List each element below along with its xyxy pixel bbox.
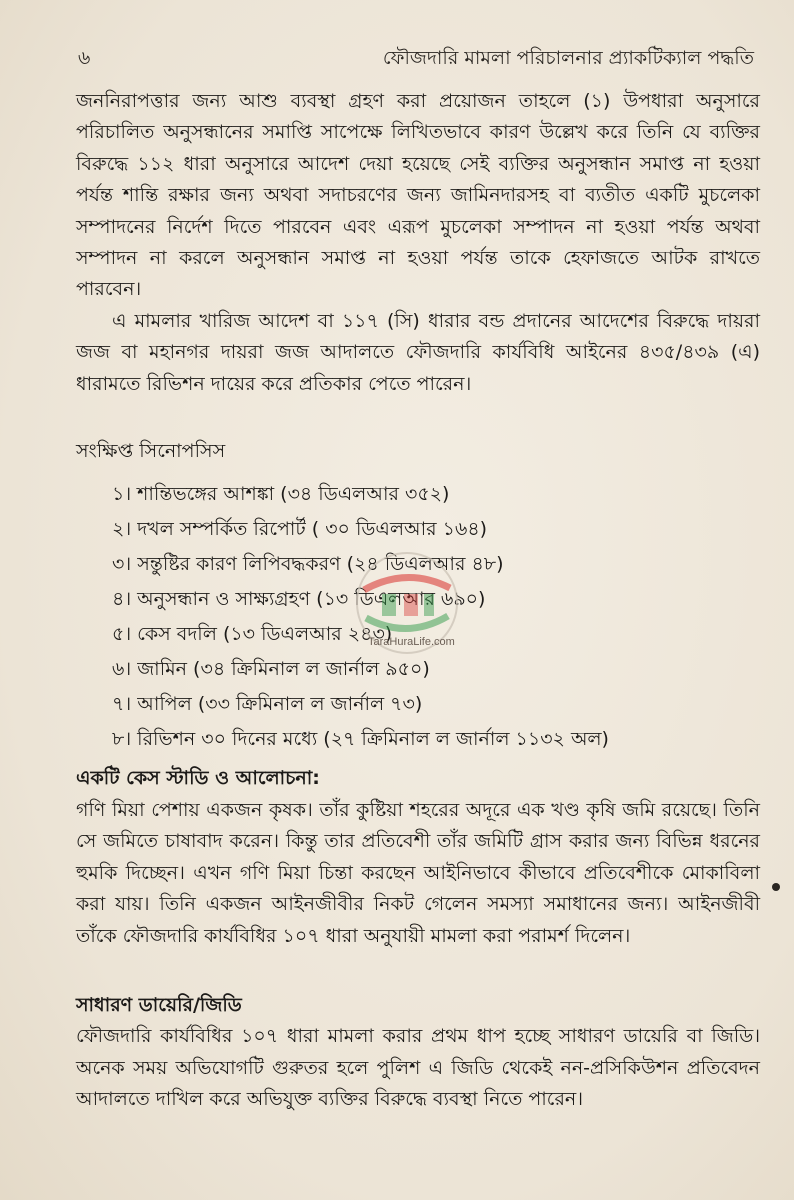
gd-text: ফৌজদারি কার্যবিধির ১০৭ ধারা মামলা করার প্রথম ধাপ হচ্ছে সাধারণ ডায়েরি বা জিডি। অনেক সময় অভিযোগটি গুরুতর হলে পুলিশ এ জিডি থেকেই নন-প্রসিকিউশন প্রতিবেদন আদালতে দাখিল করে অভিযুক্ত ব্যক্তির বিরুদ্ধে ব্যবস্থা নিতে পারেন।	[76, 1025, 760, 1111]
watermark-site: TaraHuraLife.com	[368, 636, 455, 648]
synopsis-item: ৬। জামিন (৩৪ ক্রিমিনাল ল জার্নাল ৯৫০)	[112, 658, 430, 681]
synopsis-item: ৪। অনুসন্ধান ও সাক্ষ্যগ্রহণ (১৩ ডিএলআর ৬৯০)	[112, 588, 486, 611]
case-study-text: গণি মিয়া পেশায় একজন কৃষক। তাঁর কুষ্টিয়া শহরের অদূরে এক খণ্ড কৃষি জমি রয়েছে। তিনি সে জমিতে চাষাবাদ করেন। কিন্তু তার প্রতিবেশী তাঁর জমিটি গ্রাস করার জন্য বিভিন্ন ধরনের হুমকি দিচ্ছেন। এখন গণি মিয়া চিন্তা করছেন আইনিভাবে কীভাবে প্রতিবেশীকে মোকাবিলা করা যায়। তিনি একজন আইনজীবীর নিকট গেলেন সমস্যা সমাধানের জন্য। আইনজীবী তাঁকে ফৌজদারি কার্যবিধির ১০৭ ধারা অনুযায়ী মামলা করা পরামর্শ দিলেন।	[76, 798, 760, 947]
paragraph-2: এ মামলার খারিজ আদেশ বা ১১৭ (সি) ধারার বন্ড প্রদানের আদেশের বিরুদ্ধে দায়রা জজ বা মহানগর দায়রা জজ আদালতে ফৌজদারি কার্যবিধি আইনের ৪৩৫/৪৩৯ (এ) ধারামতে রিভিশন দায়ের করে প্রতিকার পেতে পারেন।	[76, 309, 760, 395]
paragraph-1: জননিরাপত্তার জন্য আশু ব্যবস্থা গ্রহণ করা প্রয়োজন তাহলে (১) উপধারা অনুসারে পরিচালিত অনুসন্ধানের সমাপ্তি সাপেক্ষে লিখিতভাবে কারণ উল্লেখ করে তিনি যে ব্যক্তির বিরুদ্ধে ১১২ ধারা অনুসারে আদেশ দেয়া হয়েছে সেই ব্যক্তির অনুসন্ধান সমাপ্ত না হওয়া পর্যন্ত শান্তি রক্ষার জন্য অথবা সদাচরণের জন্য জামিনদারসহ বা ব্যতীত একটি মুচলেকা সম্পাদনের নির্দেশ দিতে পারবেন এবং এরূপ মুচলেকা সম্পাদন না হওয়া পর্যন্ত অথবা সম্পাদন না করলে অনুসন্ধান সমাপ্ত না হওয়া পর্যন্ত তাকে হেফাজতে আটক রাখতে পারবেন।	[76, 90, 760, 301]
case-study-heading: একটি কেস স্টাডি ও আলোচনা:	[76, 767, 320, 790]
synopsis-item: ১। শান্তিভঙ্গের আশঙ্কা (৩৪ ডিএলআর ৩৫২)	[112, 483, 450, 506]
synopsis-item: ২। দখল সম্পর্কিত রিপোর্ট ( ৩০ ডিএলআর ১৬৪)	[112, 518, 488, 541]
page-header	[78, 44, 754, 78]
synopsis-heading: সংক্ষিপ্ত সিনোপসিস	[76, 440, 226, 463]
margin-dot	[772, 883, 780, 891]
gd-heading: সাধারণ ডায়েরি/জিডি	[76, 993, 242, 1016]
running-title: ফৌজদারি মামলা পরিচালনার প্র্যাকটিক্যাল পদ্ধতি	[382, 47, 754, 69]
synopsis-item: ৭। আপিল (৩৩ ক্রিমিনাল ল জার্নাল ৭৩)	[112, 693, 423, 716]
synopsis-list	[76, 477, 760, 757]
synopsis-item: ৫। কেস বদলি (১৩ ডিএলআর ২৪৩)	[112, 623, 393, 646]
synopsis-item: ৮। রিভিশন ৩০ দিনের মধ্যে (২৭ ক্রিমিনাল ল জার্নাল ১১৩২ অল)	[112, 728, 609, 751]
synopsis-item: ৩। সন্তুষ্টির কারণ লিপিবদ্ধকরণ (২৪ ডিএলআর ৪৮)	[112, 553, 504, 576]
page-number: ৬	[78, 47, 91, 69]
page-body	[76, 86, 760, 1116]
